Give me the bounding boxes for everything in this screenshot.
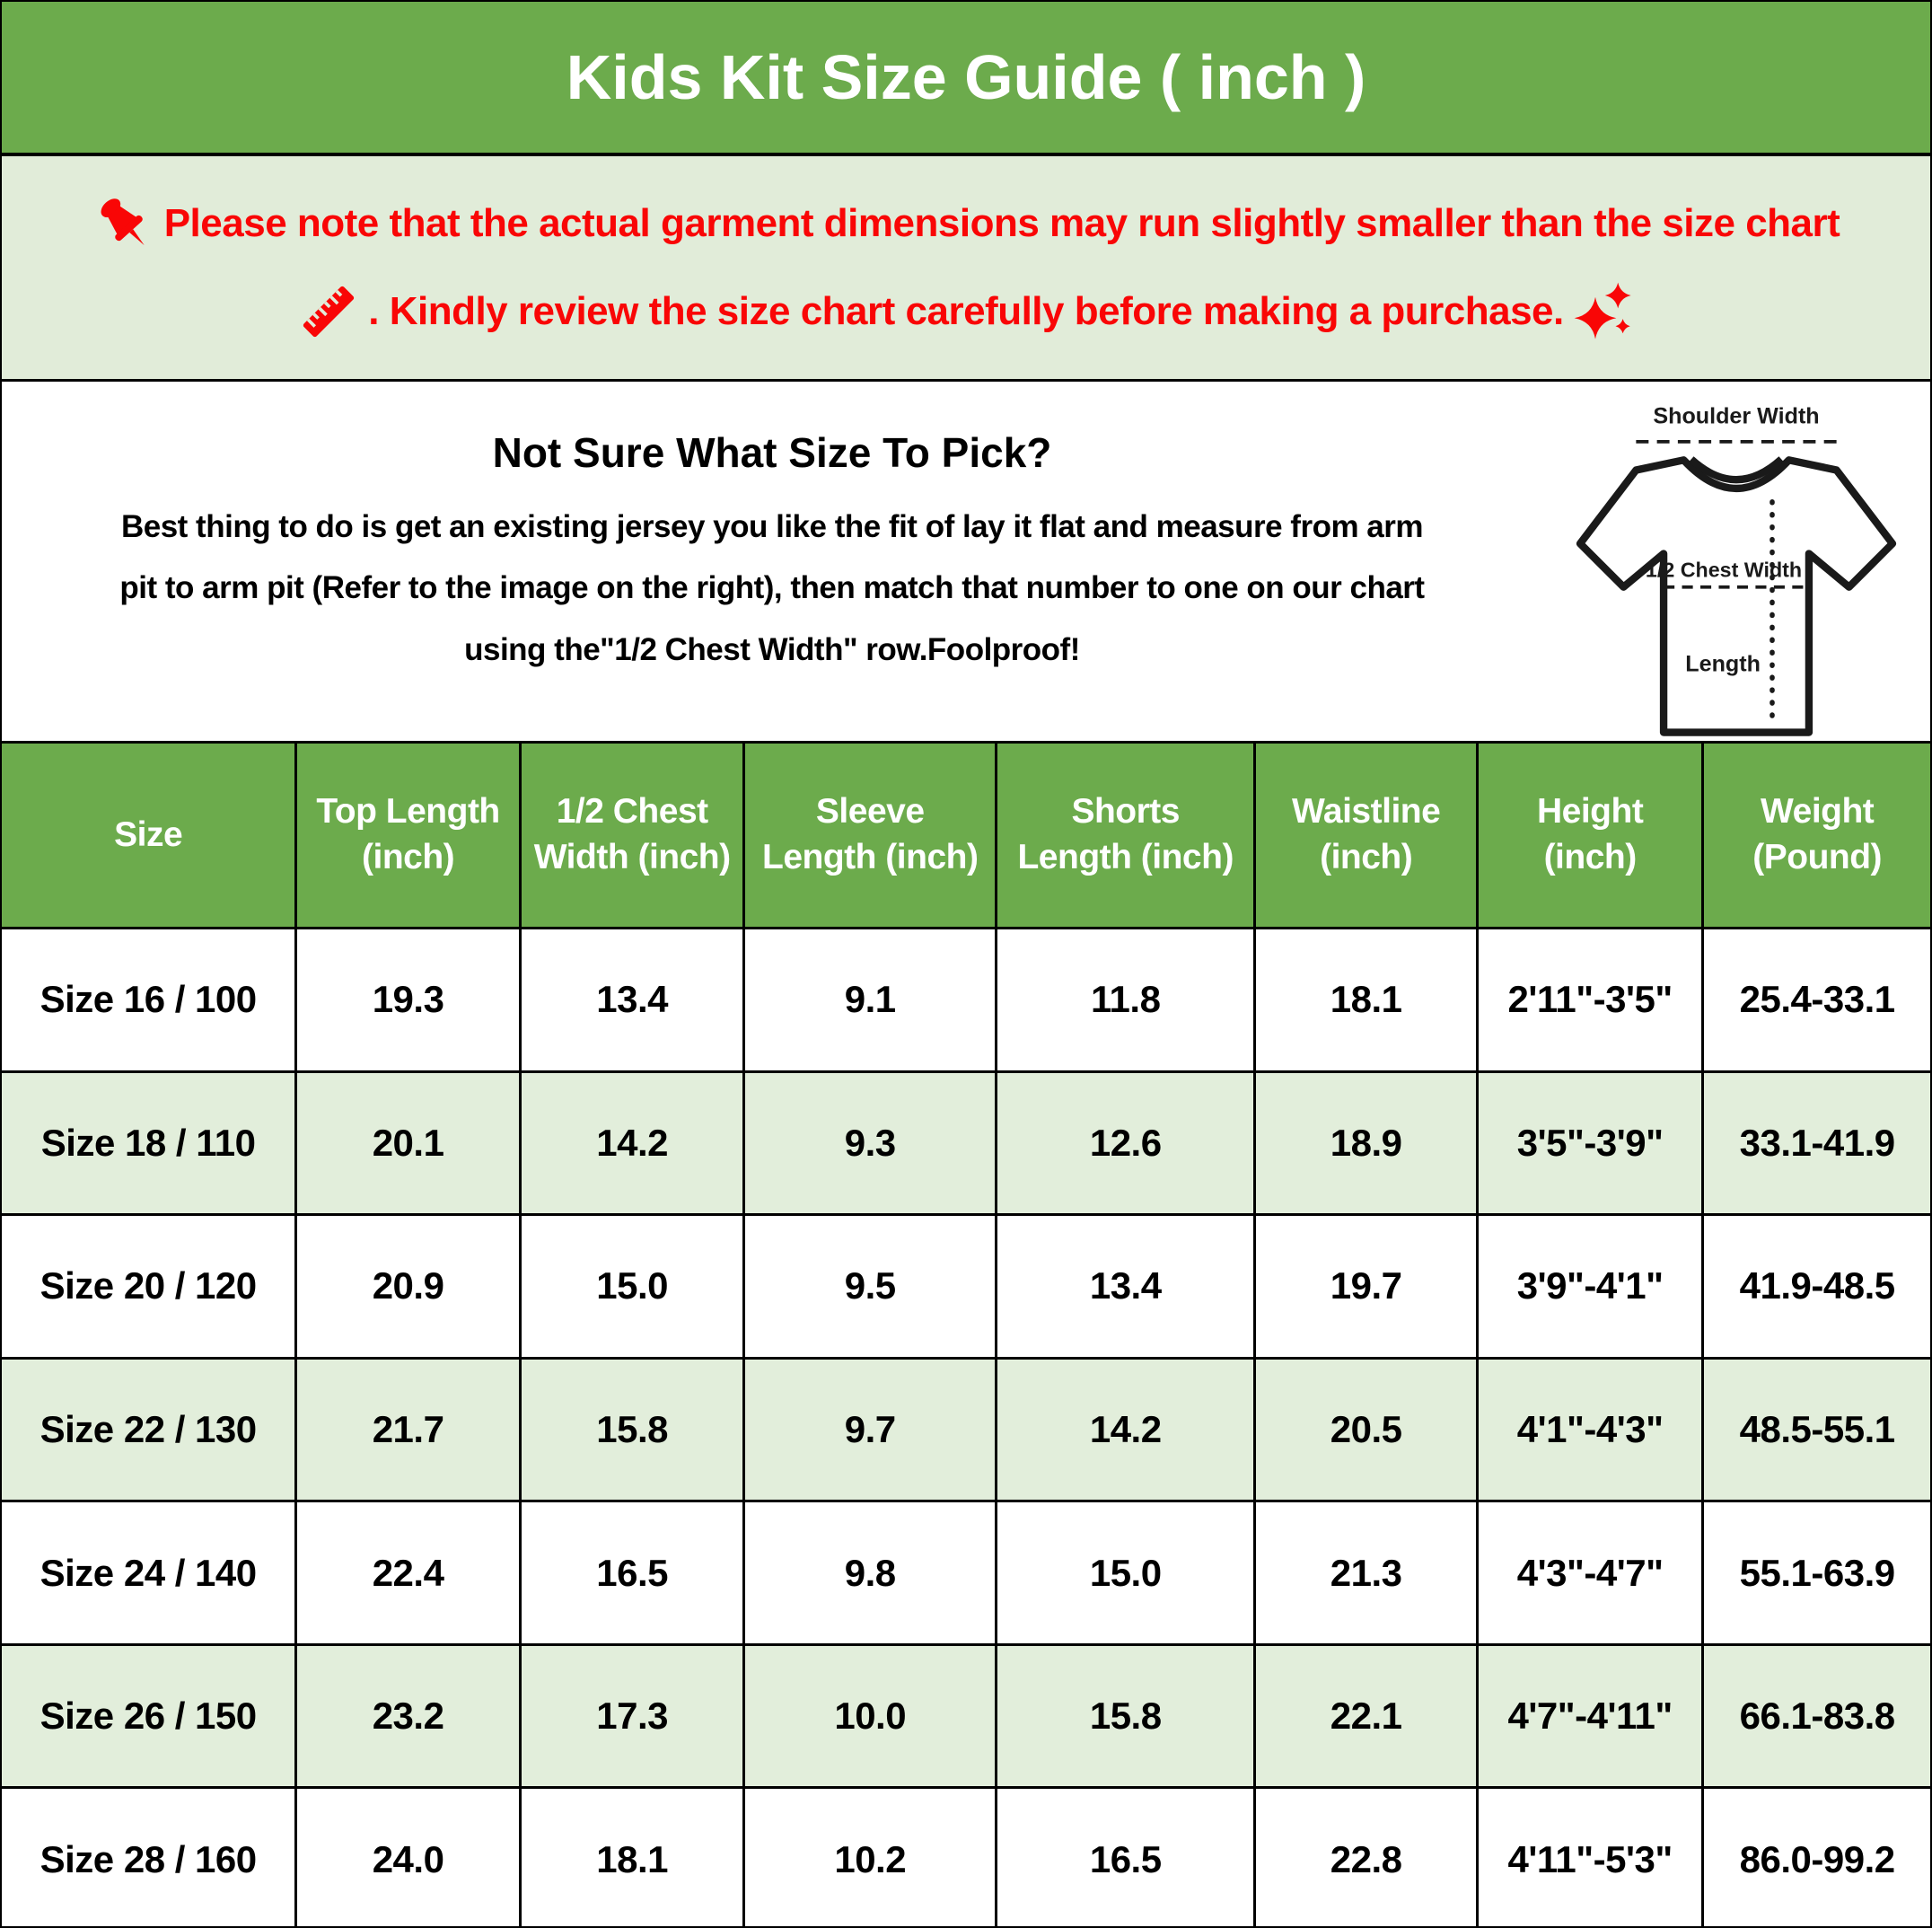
help-line: Best thing to do is get an existing jersey you like the fit of lay it flat and measure from arm xyxy=(120,509,1424,544)
header-label: Sleeve xyxy=(815,792,925,832)
table-cell: 15.8 xyxy=(522,1360,746,1501)
size-table xyxy=(2,741,1930,1928)
header-label: Size xyxy=(114,814,183,854)
table-cell: 18.1 xyxy=(522,1789,746,1928)
table-cell: 15.0 xyxy=(522,1216,746,1357)
tshirt-diagram xyxy=(1542,382,1930,741)
help-line: using the"1/2 Chest Width" row.Foolproof! xyxy=(464,631,1080,667)
table-cell: 22.8 xyxy=(1256,1789,1478,1928)
table-cell: 3'5"-3'9" xyxy=(1479,1073,1705,1214)
table-cell: 48.5-55.1 xyxy=(1739,1408,1895,1451)
table-cell: 21.3 xyxy=(1256,1502,1478,1643)
table-cell: 20.5 xyxy=(1256,1360,1478,1501)
notice-line-1 xyxy=(92,191,1840,256)
table-cell: 24.0 xyxy=(297,1789,522,1928)
header-cell-sleeve-length xyxy=(745,744,997,927)
tshirt-outline xyxy=(1580,460,1892,732)
table-cell: 4'7"-4'11" xyxy=(1479,1646,1705,1787)
notice-banner xyxy=(2,156,1930,382)
table-cell: 4'3"-4'7" xyxy=(1479,1502,1705,1643)
help-text-block xyxy=(2,382,1542,741)
header-label: Shorts xyxy=(1071,792,1180,832)
header-cell-size xyxy=(2,744,297,927)
table-row xyxy=(2,1070,1930,1214)
header-cell-chest-width xyxy=(522,744,746,927)
table-cell: 18.1 xyxy=(1256,929,1478,1070)
table-cell: 19.3 xyxy=(297,929,522,1070)
table-cell: 14.2 xyxy=(997,1360,1256,1501)
notice-text-1: Please note that the actual garment dimensions may run slightly smaller than the size chart xyxy=(163,201,1840,245)
table-cell: 15.0 xyxy=(997,1502,1256,1643)
header-label: 1/2 Chest xyxy=(556,792,708,832)
table-cell: 41.9-48.5 xyxy=(1739,1264,1895,1307)
table-cell: 20.9 xyxy=(297,1216,522,1357)
table-header-row xyxy=(2,744,1930,927)
header-label: (inch) xyxy=(1320,838,1413,876)
table-cell: 55.1-63.9 xyxy=(1739,1551,1895,1594)
title-bar xyxy=(2,2,1930,156)
table-cell: 25.4-33.1 xyxy=(1739,978,1895,1021)
table-cell: 13.4 xyxy=(997,1216,1256,1357)
sparkles-icon xyxy=(1571,279,1636,344)
table-cell: 11.8 xyxy=(997,929,1256,1070)
table-cell: 16.5 xyxy=(522,1502,746,1643)
table-cell: 12.6 xyxy=(997,1073,1256,1214)
table-cell: 2'11"-3'5" xyxy=(1479,929,1705,1070)
table-cell: Size 24 / 140 xyxy=(2,1502,297,1643)
length-label: Length xyxy=(1685,651,1761,677)
header-cell-shorts-length xyxy=(997,744,1256,927)
shoulder-width-label: Shoulder Width xyxy=(1653,403,1820,429)
table-cell: Size 16 / 100 xyxy=(2,929,297,1070)
table-cell: 14.2 xyxy=(522,1073,746,1214)
header-label: Height xyxy=(1536,792,1644,832)
table-cell: 21.7 xyxy=(297,1360,522,1501)
table-cell: 16.5 xyxy=(997,1789,1256,1928)
table-cell: 19.7 xyxy=(1256,1216,1478,1357)
table-cell: 20.1 xyxy=(297,1073,522,1214)
table-cell: 86.0-99.2 xyxy=(1739,1837,1895,1880)
table-cell: Size 20 / 120 xyxy=(2,1216,297,1357)
table-cell: 22.4 xyxy=(297,1502,522,1643)
table-cell: Size 22 / 130 xyxy=(2,1360,297,1501)
header-label: Waistline xyxy=(1292,792,1441,832)
notice-text-2: . Kindly review the size chart carefully before making a purchase. xyxy=(368,289,1564,333)
table-row xyxy=(2,1786,1930,1928)
table-cell: 18.9 xyxy=(1256,1073,1478,1214)
table-row xyxy=(2,1643,1930,1787)
table-cell: 33.1-41.9 xyxy=(1739,1121,1895,1164)
table-cell: Size 26 / 150 xyxy=(2,1646,297,1787)
table-cell: 10.0 xyxy=(745,1646,997,1787)
table-cell: 13.4 xyxy=(522,929,746,1070)
header-label: Length (inch) xyxy=(762,838,979,876)
table-row xyxy=(2,927,1930,1070)
header-label: Top Length xyxy=(316,792,500,832)
header-label: Weight xyxy=(1761,792,1875,832)
table-cell: 9.1 xyxy=(745,929,997,1070)
table-cell: 23.2 xyxy=(297,1646,522,1787)
header-label: (inch) xyxy=(1543,838,1637,876)
table-cell: 9.3 xyxy=(745,1073,997,1214)
table-cell: 9.7 xyxy=(745,1360,997,1501)
help-heading: Not Sure What Size To Pick? xyxy=(492,429,1052,476)
half-chest-width-label: 1/2 Chest Width xyxy=(1645,558,1803,582)
table-cell: 66.1-83.8 xyxy=(1739,1695,1895,1738)
table-cell: 4'11"-5'3" xyxy=(1479,1789,1705,1928)
table-cell: 15.8 xyxy=(997,1646,1256,1787)
header-label: Width (inch) xyxy=(533,838,731,876)
table-cell: 9.8 xyxy=(745,1502,997,1643)
table-cell: Size 28 / 160 xyxy=(2,1789,297,1928)
table-cell: 4'1"-4'3" xyxy=(1479,1360,1705,1501)
notice-line-2 xyxy=(296,279,1636,344)
table-cell: Size 18 / 110 xyxy=(2,1073,297,1214)
table-cell: 9.5 xyxy=(745,1216,997,1357)
header-cell-top-length xyxy=(297,744,522,927)
table-row xyxy=(2,1213,1930,1357)
table-cell: 17.3 xyxy=(522,1646,746,1787)
table-cell: 22.1 xyxy=(1256,1646,1478,1787)
header-label: Length (inch) xyxy=(1017,838,1234,876)
help-section xyxy=(2,382,1930,741)
header-cell-waistline xyxy=(1256,744,1478,927)
pushpin-icon xyxy=(92,191,157,256)
table-row xyxy=(2,1357,1930,1501)
help-line: pit to arm pit (Refer to the image on the right), then match that number to one on our chart xyxy=(119,570,1425,606)
table-row xyxy=(2,1500,1930,1643)
header-cell-weight xyxy=(1704,744,1930,927)
page-title: Kids Kit Size Guide ( inch ) xyxy=(566,42,1366,112)
ruler-icon xyxy=(296,279,361,344)
header-label: (inch) xyxy=(362,838,455,876)
table-cell: 10.2 xyxy=(745,1789,997,1928)
header-cell-height xyxy=(1479,744,1705,927)
table-cell: 3'9"-4'1" xyxy=(1479,1216,1705,1357)
header-label: (Pound) xyxy=(1752,838,1883,876)
